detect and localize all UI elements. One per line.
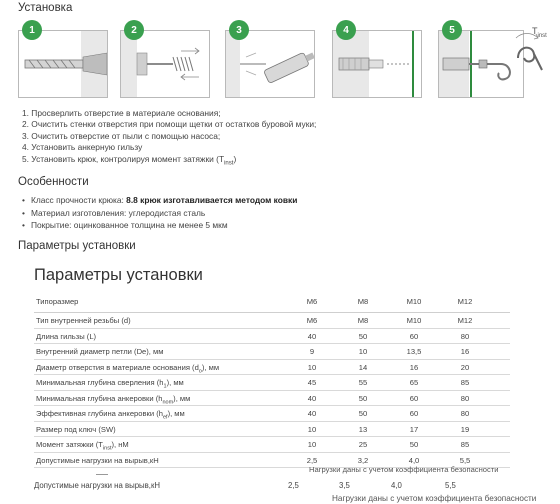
extra-row-note: Нагрузки даны с учетом коэффициента безопасности (332, 494, 537, 503)
table-cell: 25 (358, 440, 368, 449)
table-cell: 16 (409, 362, 419, 372)
table-row-label: Эффективная глубина анкеровки $(h_{ef})$, мм (36, 409, 185, 421)
table-row-label: Допустимые нагрузки на вырыв,кН (36, 455, 159, 465)
table-row-label: Тип внутренней резьбы (d) (36, 316, 131, 325)
table-cell: 65 (409, 378, 419, 387)
feature-item: • Материал изготовления: углеродистая сталь (22, 207, 297, 220)
step-3-panel (225, 30, 315, 98)
table-cell: 50 (358, 331, 368, 341)
table-cell: 9 (309, 347, 315, 356)
table-header-cell: М8 (357, 297, 369, 306)
table-cell: М6 (306, 316, 318, 325)
table-cell: 40 (307, 409, 317, 418)
table-cell: 20 (460, 362, 470, 372)
feature-item: • Класс прочности крюка: 8.8 крюк изготавливается методом ковки (22, 194, 297, 207)
step-5-badge: 5 (442, 20, 462, 40)
table-row (34, 375, 510, 391)
table-row (34, 313, 510, 329)
table-cell: 80 (460, 409, 470, 418)
table-row (34, 422, 510, 438)
table-cell: 4,0 (408, 455, 420, 465)
table-row (34, 406, 510, 422)
table-cell: 80 (460, 331, 470, 341)
table-cell: 60 (409, 331, 419, 341)
table-note: Нагрузки даны с учетом коэффициента безопасности (309, 465, 499, 474)
table-header-cell: М6 (306, 297, 318, 306)
step-4-badge: 4 (336, 20, 356, 40)
installation-instructions (22, 108, 316, 170)
table-cell: 10 (307, 362, 317, 372)
instruction-item: 2. Очистить стенки отверстия при помощи щетки от остатков буровой муки; (22, 119, 317, 130)
step-1-panel (18, 30, 108, 98)
brush-icon (121, 31, 209, 97)
params-table (34, 291, 510, 468)
instruction-item: 5. Установить крюк, контролируя момент затяжки $(T_{inst})$ (22, 153, 237, 167)
extra-row-label: Допустимые нагрузки на вырыв,кН (34, 481, 161, 490)
table-cell: 40 (307, 393, 317, 403)
extra-row-value: 5,5 (445, 481, 456, 490)
table-cell: 55 (358, 378, 368, 387)
table-header-cell: М12 (457, 297, 473, 306)
table-cell: 13,5 (406, 347, 422, 356)
table-cell: 10 (358, 347, 368, 356)
table-cell: М12 (457, 316, 473, 325)
features-heading: Особенности (18, 176, 89, 188)
table-header-row (34, 291, 510, 313)
table-cell: 14 (358, 362, 368, 372)
torque-label: $T_{inst}$ (532, 26, 547, 39)
instruction-item: 3. Очистить отверстие от пыли с помощью насоса; (22, 130, 221, 141)
feature-item: • Покрытие: оцинкованное толщина не менее 5 мкм (22, 219, 297, 232)
step-1-badge: 1 (22, 20, 42, 40)
hook-installed-icon (439, 31, 523, 97)
table-cell: 5,5 (459, 455, 471, 465)
table-cell: М8 (357, 316, 369, 325)
table-cell: 50 (409, 440, 419, 449)
table-row-label: Минимальная глубина анкеровки $(h_{nom})$, мм (36, 393, 191, 406)
table-header-cell: М10 (406, 297, 422, 306)
table-row (34, 360, 510, 376)
table-row-label: Длина гильзы (L) (36, 331, 97, 341)
table-cell: 13 (358, 424, 368, 434)
table-cell: 16 (460, 347, 470, 356)
installation-steps-illustration (18, 20, 548, 96)
table-row (34, 437, 510, 453)
table-row-label: Диаметр отверстия в материале основания $(d_o)$, мм (36, 362, 220, 375)
params-big-title: Параметры установки (34, 266, 203, 284)
pump-icon (226, 31, 314, 97)
extra-row-value: 2,5 (288, 481, 299, 490)
table-cell: М10 (406, 316, 422, 325)
table-cell: 85 (460, 440, 470, 449)
instruction-item: 1. Просверлить отверстие в материале основания; (22, 108, 221, 118)
table-row-label: Минимальная глубина сверления $(h_1)$, мм (36, 378, 184, 390)
step-3-badge: 3 (229, 20, 249, 40)
extra-row-value: 3,5 (339, 481, 350, 490)
table-cell: 60 (409, 393, 419, 403)
table-cell: 3,2 (357, 455, 369, 465)
params-heading: Параметры установки (18, 240, 136, 252)
table-cell: 19 (460, 424, 470, 434)
table-cell: 45 (307, 378, 317, 387)
drill-icon (19, 31, 107, 97)
table-cell: 85 (460, 378, 470, 387)
table-row (34, 391, 510, 407)
table-cell: 80 (460, 393, 470, 403)
step-4-panel (332, 30, 422, 98)
divider (96, 474, 108, 475)
table-cell: 40 (307, 331, 317, 341)
table-row (34, 344, 510, 360)
table-cell: 10 (307, 440, 317, 449)
table-cell: 17 (409, 424, 419, 434)
instruction-item: 4. Установить анкерную гильзу (22, 142, 143, 153)
table-cell: 50 (358, 409, 368, 418)
table-row (34, 329, 510, 345)
table-header-cell: Типоразмер (36, 297, 79, 306)
table-cell: 60 (409, 409, 419, 418)
extra-row-value: 4,0 (391, 481, 402, 490)
table-cell: 10 (307, 424, 317, 434)
table-row-label: Внутренний диаметр петли (De), мм (36, 347, 164, 356)
table-cell: 50 (358, 393, 368, 403)
step-2-badge: 2 (124, 20, 144, 40)
table-cell: 2,5 (306, 455, 318, 465)
step-5-panel (438, 30, 524, 98)
table-row-label: Размер под ключ (SW) (36, 424, 116, 434)
anchor-sleeve-icon (333, 31, 421, 97)
table-row-label: Момент затяжки $(T_{inst})$, нМ (36, 440, 129, 452)
features-list (22, 194, 297, 232)
step-2-panel (120, 30, 210, 98)
installation-heading: Установка (18, 2, 73, 14)
